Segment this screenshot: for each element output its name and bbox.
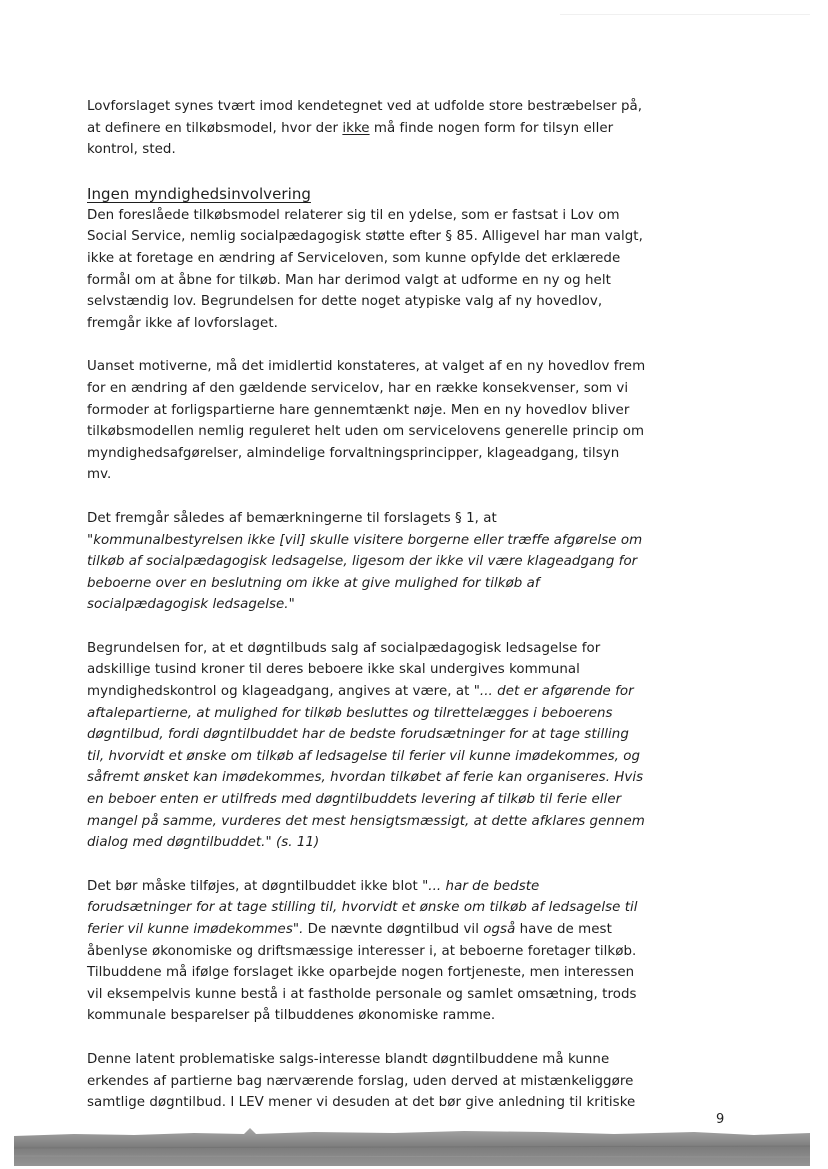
paragraph-p1 bbox=[87, 205, 647, 335]
section-heading bbox=[87, 183, 647, 205]
paragraph-p6 bbox=[87, 1049, 647, 1114]
text-run: Det bør måske tilføjes, at døgntilbuddet ikke blot bbox=[87, 878, 423, 894]
text-run: Begrundelsen for, at et døgntilbuds salg af socialpædagogisk ledsagelse for adskillige tusind kroner til deres beboere ikke skal undergives kommunal myndighedskontrol og klageadgang, angives at være, at bbox=[87, 640, 601, 700]
text-run: Lovforslaget synes tvært imod kendetegnet ved at udfolde store bestræbelser på, at definere en tilkøbsmodel, hvor der bbox=[87, 99, 643, 136]
italic-quote: "... har de bedste forudsætninger for at tage stilling til, hvorvidt et ønske om tilkøb af ledsagelse til ferier vil kunne imødekommes". bbox=[87, 878, 638, 937]
paragraph-p5 bbox=[87, 876, 647, 1027]
italic-quote: også bbox=[483, 922, 516, 937]
document-body bbox=[87, 96, 647, 1136]
scan-artifact-top bbox=[560, 14, 810, 19]
paragraph-p2 bbox=[87, 356, 647, 486]
text-run: Uanset motiverne, må det imidlertid konstateres, at valget af en ny hovedlov frem for en ændring af den gældende servicelov, har en række konsekvenser, som vi formoder at forligspartierne hare gennemtænkt nøje. Men en ny hovedlov bliver tilkøbsmodellen nemlig reguleret helt uden om servicelovens generelle princip om myndighedsafgørelser, almindelige forvaltningsprincipper, klageadgang, tilsyn mv. bbox=[87, 359, 646, 483]
page-number: 9 bbox=[716, 1112, 725, 1127]
text-run: Den foreslåede tilkøbsmodel relaterer sig til en ydelse, som er fastsat i Lov om Social Service, nemlig socialpædagogisk støtte efter § 85. Alligevel har man valgt, ikke at foretage en ændring af Serviceloven, som kunne opfylde det erklærede formål om at åbne for tilkøb. Man har derimod valgt at udforme en ny og helt selvstændig lov. Begrundelsen for dette noget atypiske valg af ny hovedlov, fremgår ikke af lovforslaget. bbox=[87, 207, 643, 331]
paragraph-p4 bbox=[87, 638, 647, 854]
paragraph-p3 bbox=[87, 508, 647, 616]
text-run: må finde nogen form for tilsyn eller kontrol, sted. bbox=[87, 120, 614, 158]
italic-quote: "kommunalbestyrelsen ikke [vil] skulle visitere borgerne eller træffe afgørelse om tilkøb af socialpædagogisk ledsagelse, ligesom der ikke vil være klageadgang for beboerne over en beslutning om ikke at give mulighed for tilkøb af socialpædagogisk ledsagelse." bbox=[87, 532, 643, 613]
text-run: Ingen myndighedsinvolvering bbox=[87, 184, 311, 203]
scan-edge-band bbox=[14, 1126, 810, 1166]
italic-quote: "... det er afgørende for aftalepartierne, at mulighed for tilkøb besluttes og tilrettelægges i beboerens døgntilbud, fordi døgntilbuddet har de bedste forudsætninger for at tage stilling til, hvorvidt et ønske om tilkøb af ledsagelse til ferier vil kunne imødekommes, og såfremt ønsket kan imødekommes, hvordan tilkøbet af ferie kan organiseres. Hvis en beboer enten er utilfreds med døgntilbuddets levering af tilkøb til ferie eller mangel på samme, vurderes det mest hensigtsmæssigt, at dette afklares gennem dialog med døgntilbuddet." (s. 11) bbox=[87, 684, 645, 851]
text-run: Denne latent problematiske salgs-interesse blandt døgntilbuddene må kunne erkendes af partierne bag nærværende forslag, uden derved at mistænkeliggøre samtlige døgntilbud. I LEV mener vi desuden at det bør give anledning til kritiske bbox=[87, 1051, 636, 1111]
underlined-text: ikke bbox=[342, 120, 370, 136]
text-run: De nævnte døgntilbud vil bbox=[303, 922, 484, 937]
text-run: Det fremgår således af bemærkningerne til forslagets § 1, at bbox=[87, 510, 497, 526]
paragraph-intro bbox=[87, 96, 647, 161]
text-run: have de mest åbenlyse økonomiske og driftsmæssige interesser i, at beboerne foretager tilkøb. Tilbuddene må ifølge forslaget ikke oparbejde nogen fortjeneste, men interessen vil eksempelvis kunne bestå i at fastholde personale og samlet omsætning, trods kommunale besparelser på tilbuddenes økonomiske ramme. bbox=[87, 922, 637, 1024]
